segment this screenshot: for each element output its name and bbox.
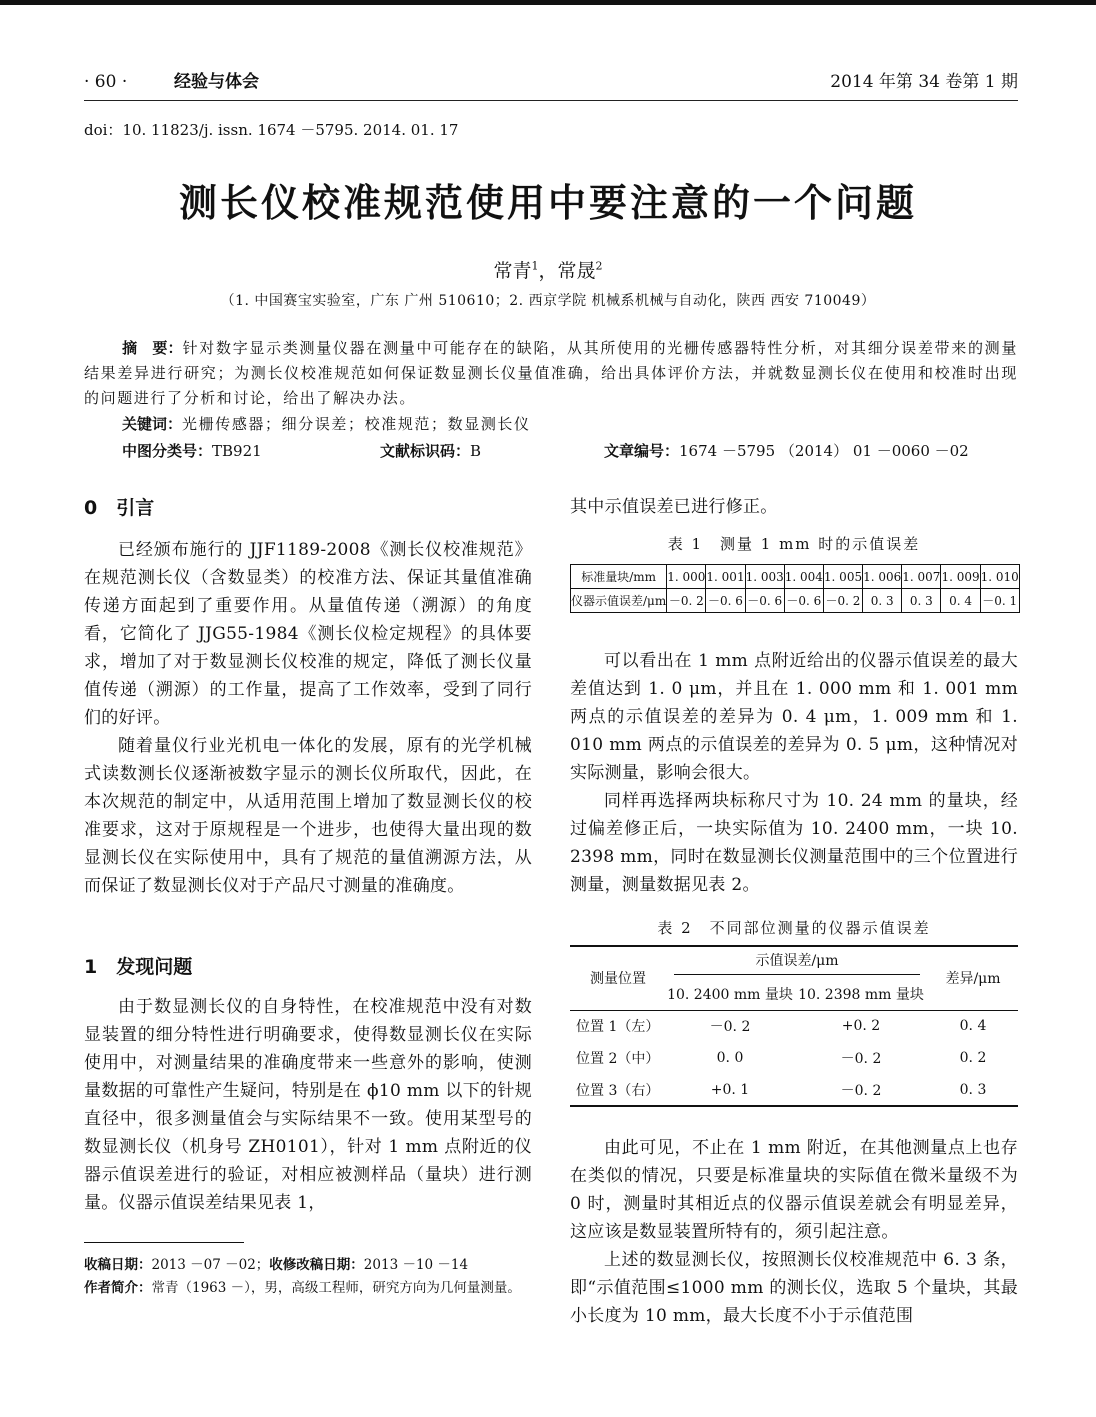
header-rule	[84, 100, 1018, 101]
author-separator: ，	[538, 260, 558, 282]
right-column-top	[570, 493, 1018, 521]
revised-date: 2013 －10 －14	[363, 1257, 469, 1273]
left-column-section1	[84, 993, 532, 1217]
table-cell: 0. 3	[902, 589, 941, 613]
paragraph: 随着量仪行业光机电一体化的发展，原有的光学机械式读数测长仪逐渐被数字显示的测长仪所取代，因此，在本次规范的制定中，从适用范围上增加了数显测长仪的校准要求，这对于原规程是一个进步，也使得大量出现的数显测长仪在实际使用中，具有了规范的量值溯源方法，从而保证了数显测长仪对于产品尺寸测量的准确度。	[84, 736, 532, 896]
document-code	[380, 440, 481, 461]
table-cell: 0. 4	[941, 589, 980, 613]
doc-code-label: 文献标识码：	[380, 442, 471, 460]
table-cell: 0. 0	[716, 1050, 744, 1066]
table-header-row	[570, 946, 1018, 978]
received-dates	[84, 1254, 544, 1277]
table-cell: 1. 000	[667, 565, 706, 589]
table-cell: 1. 001	[706, 565, 745, 589]
top-border	[0, 0, 1096, 5]
table-cell: 0. 3	[863, 589, 902, 613]
table-cell: 标准量块/mm	[571, 565, 667, 589]
article-number	[604, 440, 969, 461]
abstract	[84, 336, 1018, 411]
clc-label: 中图分类号：	[122, 442, 213, 460]
table-cell: 1. 004	[784, 565, 823, 589]
article-number-label: 文章编号：	[604, 442, 680, 460]
paragraph: 上述的数显测长仪，按照测长仪校准规范中 6. 3 条，即“示值范围≤1000 mm 的测长仪，选取 5 个量块，其最小长度为 10 mm，最大长度不小于示值范围	[570, 1250, 1018, 1326]
author-bio	[84, 1277, 544, 1300]
table-cell: －0. 2	[840, 1051, 882, 1067]
table-cell: －0. 6	[745, 589, 784, 613]
clc-number	[122, 440, 262, 461]
table-2-caption: 表 2 不同部位测量的仪器示值误差	[657, 919, 931, 937]
author-bio-label: 作者简介：	[84, 1280, 152, 1296]
table-cell: 1. 006	[863, 565, 902, 589]
table-1	[570, 564, 1020, 613]
article-number-value: 1674 －5795 （2014） 01 －0060 －02	[679, 442, 969, 460]
table-row	[571, 589, 1020, 613]
journal-section: 经验与体会	[174, 72, 259, 92]
author-1: 常青	[493, 260, 532, 282]
column-header	[666, 946, 928, 978]
table-cell: －0. 6	[706, 589, 745, 613]
doi: doi：10. 11823/j. issn. 1674 －5795. 2014. 01. 17	[84, 121, 459, 139]
abstract-label: 摘 要：	[122, 339, 183, 357]
table-cell: 位置 1（左）	[576, 1019, 660, 1036]
keywords-text: 光栅传感器；细分误差；校准规范；数显测长仪	[182, 415, 531, 433]
table-cell: 仪器示值误差/μm	[571, 589, 667, 613]
table-1-caption: 表 1 测量 1 mm 时的示值误差	[667, 535, 921, 553]
keywords-label: 关键词：	[122, 415, 183, 433]
keywords	[122, 413, 531, 434]
paragraph: 同样再选择两块标称尺寸为 10. 24 mm 的量块，经过偏差修正后，一块实际值为 10. 2400 mm，一块 10. 2398 mm，同时在数显测长仪测量范围中的三个位置进行测量，测量数据见表 2。	[570, 791, 1018, 895]
doc-code-value: B	[470, 442, 482, 460]
revised-label: 收修改稿日期：	[269, 1257, 364, 1273]
authors	[0, 256, 1096, 283]
table-cell: 1. 003	[745, 565, 784, 589]
affiliations: （1. 中国赛宝实验室，广东 广州 510610；2. 西京学院 机械系机械与自动化，陕西 西安 710049）	[220, 293, 876, 309]
table-cell: －0. 2	[667, 589, 706, 613]
footnote	[84, 1254, 544, 1300]
table-cell: +0. 2	[841, 1018, 881, 1035]
author-bio-text: 常青（1963 －），男，高级工程师，研究方向为几何量测量。	[151, 1280, 521, 1296]
paragraph: 由此可见，不止在 1 mm 附近，在其他测量点上也存在类似的情况，只要是标准量块的实际值在微米量级不为 0 时，测量时其相近点的仪器示值误差就会有明显差异，这应该是数显装置所特有的，须引起注意。	[570, 1138, 1018, 1242]
clc-value: TB921	[212, 442, 262, 460]
table-cell: 位置 3（右）	[570, 1074, 666, 1106]
page-number: · 60 ·	[84, 72, 128, 92]
table-row	[570, 1042, 1018, 1074]
table-cell: 1. 007	[902, 565, 941, 589]
table-cell: 1. 009	[941, 565, 980, 589]
table-cell: －0. 2	[709, 1019, 751, 1036]
section-0-heading: 0 引言	[84, 497, 155, 519]
section-1-heading: 1 发现问题	[84, 956, 193, 978]
column-header: 差异/μm	[928, 946, 1018, 1010]
author-2: 常晟	[557, 260, 596, 282]
paragraph: 由于数显测长仪的自身特性，在校准规范中没有对数显装置的细分特性进行明确要求，使得数显测长仪在实际使用中，对测量结果的准确度带来一些意外的影响，使测量数据的可靠性产生疑问，特别是在 ϕ10 mm 以下的针规直径中，很多测量值会与实际结果不一致。使用某型号的数显测长仪（机身号 ZH0101），针对 1 mm 点附近的仪器示值误差进行的验证，对相应被测样品（量块）进行测量。仪器示值误差结果见表 1，	[84, 997, 532, 1213]
table-cell: 0. 4	[959, 1018, 987, 1035]
abstract-text: 针对数字显示类测量仪器在测量中可能存在的缺陷，从其所使用的光栅传感器特性分析，对其细分误差带来的测量结果差异进行研究；为测长仪校准规范如何保证数显测长仪量值准确，给出具体评价方法，并就数显测长仪在使用和校准时出现的问题进行了分析和讨论，给出了解决办法。	[84, 339, 1018, 407]
table-cell: －0. 2	[794, 1074, 928, 1106]
table-cell: －0. 6	[784, 589, 823, 613]
paragraph: 其中示值误差已进行修正。	[570, 497, 778, 517]
table-cell: －0. 2	[823, 589, 862, 613]
left-column-intro	[84, 536, 532, 900]
received-date: 2013 －07 －02；	[151, 1257, 270, 1273]
table-cell: 1. 010	[980, 565, 1019, 589]
table-cell: +0. 1	[666, 1074, 794, 1106]
paragraph: 可以看出在 1 mm 点附近给出的仪器示值误差的最大差值达到 1. 0 μm，并且在 1. 000 mm 和 1. 001 mm 两点的示值误差的差异为 0. 4 μm，1. 009 mm 和 1. 010 mm 两点的示值误差的差异为 0. 5 μm，这种情况对实际测量，影响会很大。	[570, 651, 1018, 783]
column-header: 10. 2400 mm 量块	[666, 978, 794, 1010]
right-column-bottom	[570, 1134, 1018, 1330]
table-row	[570, 1074, 1018, 1106]
error-group-header: 示值误差/μm	[674, 950, 920, 975]
author-1-affil: 1	[531, 259, 539, 273]
footnote-rule	[84, 1242, 244, 1243]
table-cell: 1. 005	[823, 565, 862, 589]
table-cell: 0. 2	[959, 1050, 987, 1066]
table-2	[570, 945, 1018, 1107]
table-cell: －0. 1	[980, 589, 1019, 613]
column-header: 测量位置	[570, 946, 666, 1010]
paragraph: 已经颁布施行的 JJF1189-2008《测长仪校准规范》在规范测长仪（含数显类）的校准方法、保证其量值准确传递方面起到了重要作用。从量值传递（溯源）的角度看，它简化了 JJG55-1984《测长仪检定规程》的具体要求，增加了对于数显测长仪校准的规定，降低了测长仪量值传递（溯源）的工作量，提高了工作效率，受到了同行们的好评。	[84, 540, 532, 728]
paper-title: 测长仪校准规范使用中要注意的一个问题	[178, 181, 917, 225]
author-2-affil: 2	[595, 259, 603, 273]
received-label: 收稿日期：	[84, 1257, 152, 1273]
right-column-body	[570, 647, 1018, 899]
table-row	[570, 1010, 1018, 1042]
table-row	[571, 565, 1020, 589]
table-cell: 0. 3	[928, 1074, 1018, 1106]
issue-info: 2014 年第 34 卷第 1 期	[830, 72, 1018, 92]
column-header: 10. 2398 mm 量块	[794, 978, 928, 1010]
table-cell: 位置 2（中）	[576, 1051, 660, 1067]
